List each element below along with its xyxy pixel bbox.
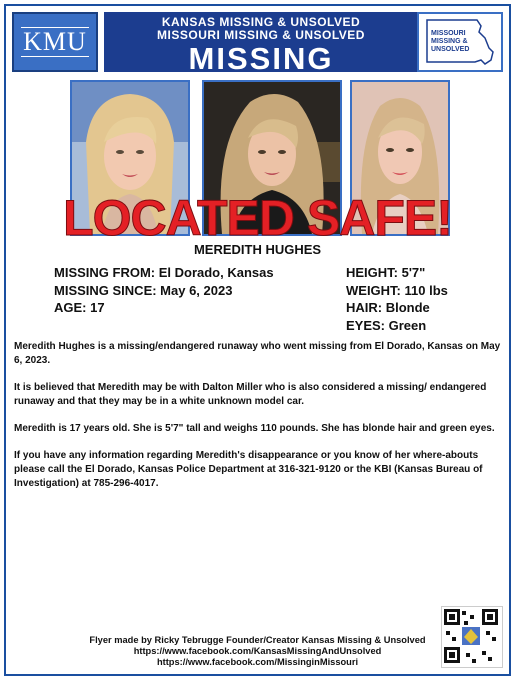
case-description <box>14 340 501 504</box>
height: HEIGHT: 5'7" <box>346 265 426 280</box>
missouri-logo-line3: UNSOLVED <box>431 46 470 53</box>
weight: WEIGHT: 110 lbs <box>346 282 448 298</box>
missouri-missing-logo <box>417 12 503 72</box>
missouri-logo-line2: MISSING & <box>431 38 468 45</box>
footer-link-missouri[interactable]: https://www.facebook.com/MissinginMissouri <box>156 657 359 667</box>
eyes: EYES: Green <box>346 317 427 333</box>
missing-from: MISSING FROM: El Dorado, Kansas <box>54 265 274 280</box>
missing-since: MISSING SINCE: May 6, 2023 <box>54 282 233 298</box>
description-paragraph-2: It is believed that Meredith may be with Dalton Miller who is also considered a missing/ endangered runaway and that they may be in a white unknown model car. <box>14 382 487 407</box>
banner-title: MISSING <box>188 41 334 76</box>
kmu-logo <box>12 12 98 72</box>
kmu-logo-text: KMU <box>23 27 87 56</box>
description-paragraph-4: If you have any information regarding Meredith's disappearance or you know of her where-abouts please call the El Dorado, Kansas Police Department at 316-321-9120 or the KBI (Kansas Bureau of Investigation) at 785-296-4017. <box>14 450 483 489</box>
banner-line-missouri: MISSOURI MISSING & UNSOLVED <box>157 28 365 42</box>
footer-link-kansas[interactable]: https://www.facebook.com/KansasMissingAndUnsolved <box>133 646 382 656</box>
poster-footer <box>6 635 509 668</box>
poster-header <box>10 10 505 76</box>
hair: HAIR: Blonde <box>346 300 430 315</box>
missouri-logo-line1: MISSOURI <box>431 30 466 37</box>
description-paragraph-3: Meredith is 17 years old. She is 5'7" tall and weighs 110 pounds. She has blonde hair and green eyes. <box>14 423 495 434</box>
age: AGE: 17 <box>54 300 105 315</box>
footer-credit: Flyer made by Ricky Tebrugge Founder/Creator Kansas Missing & Unsolved <box>89 635 426 645</box>
details-left-column <box>54 264 334 317</box>
description-paragraph-1: Meredith Hughes is a missing/endangered runaway who went missing from El Dorado, Kansas on May 6, 2023. <box>14 341 501 366</box>
details-right-column <box>346 264 506 334</box>
located-safe-overlay: LOCATED SAFE! <box>63 190 452 246</box>
missouri-logo-text <box>431 30 471 54</box>
person-name: MEREDITH HUGHES <box>193 242 322 257</box>
missing-poster <box>4 4 511 676</box>
qr-code-icon[interactable] <box>441 606 503 668</box>
header-banner <box>104 12 418 76</box>
banner-line-kansas: KANSAS MISSING & UNSOLVED <box>161 15 361 29</box>
